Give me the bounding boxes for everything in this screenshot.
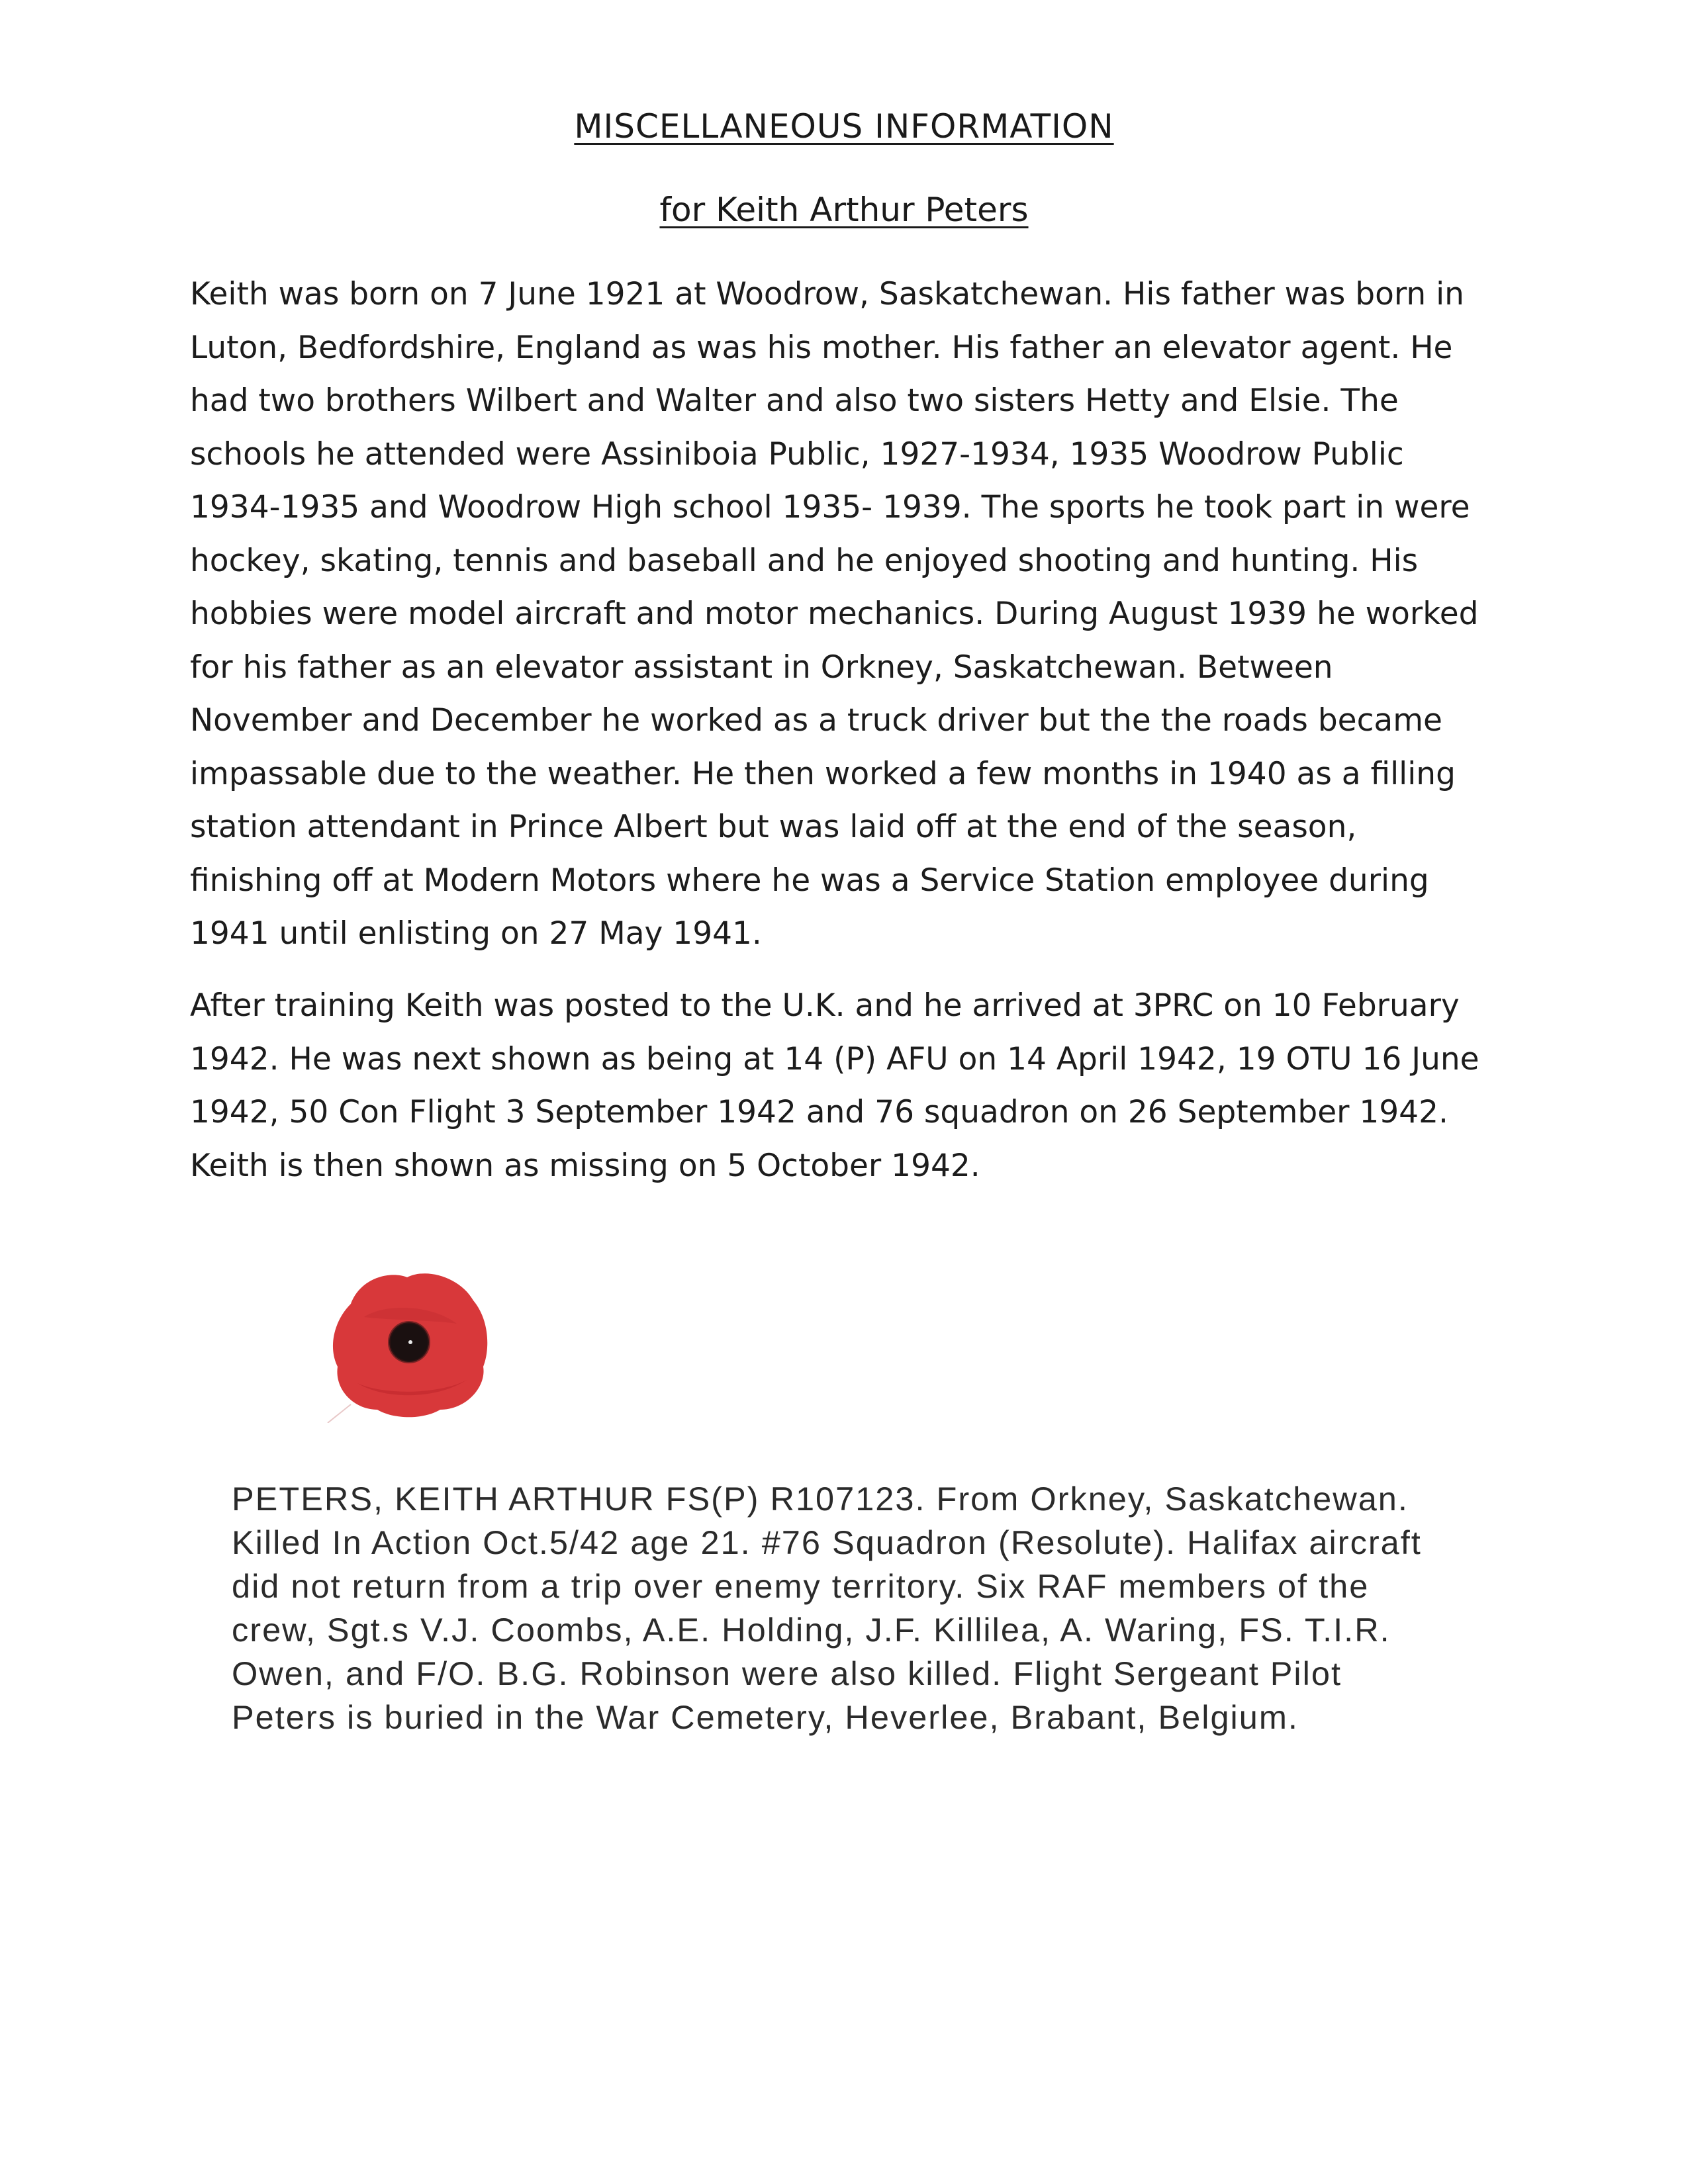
poppy-center-dot [408,1340,412,1344]
page-subtitle: for Keith Arthur Peters [659,191,1029,229]
poppy-stem [328,1404,351,1423]
page-title: MISCELLANEOUS INFORMATION [574,107,1114,146]
poppy-icon [324,1257,496,1423]
biography-paragraph: Keith was born on 7 June 1921 at Woodrow, Saskatchewan. His father was born in Luton, Bedfordshire, England as was his mother. His father an elevator agent. He had two brothers Wilbert and Walter and also two sisters Hetty and Elsie. The schools he attended were Assiniboia Public, 1927-1934, 1935 Woodrow Public 1934-1935 and Woodrow High school 1935- 1939. The sports he took part in were hockey, skating, tennis and baseball and he enjoyed shooting and hunting. His hobbies were model aircraft and motor mechanics. During August 1939 he worked for his father as an elevator assistant in Orkney, Saskatchewan. Between November and December he worked as a truck driver but the the roads became impassable due to the weather. He then worked a few months in 1940 as a filling station attendant in Prince Albert but was laid off at the end of the season, finishing off at Modern Motors where he was a Service Station employee during 1941 until enlisting on 27 May 1941. [190,276,1479,952]
newspaper-clipping: PETERS, KEITH ARTHUR FS(P) R107123. From Orkney, Saskatchewan. Killed In Action Oct.5/42 age 21. #76 Squadron (Resolute). Halifax aircraft did not return from a trip over enemy territory. Six RAF members of the crew, Sgt.s V.J. Coombs, A.E. Holding, J.F. Killilea, A. Waring, FS. T.I.R. Owen, and F/O. B.G. Robinson were also killed. Flight Sergeant Pilot Peters is buried in the War Cemetery, Heverlee, Brabant, Belgium. [232,1480,1422,1736]
service-paragraph: After training Keith was posted to the U.K. and he arrived at 3PRC on 10 February 1942. He was next shown as being at 14 (P) AFU on 14 April 1942, 19 OTU 16 June 1942, 50 Con Flight 3 September 1942 and 76 squadron on 26 September 1942. Keith is then shown as missing on 5 October 1942. [190,987,1479,1184]
